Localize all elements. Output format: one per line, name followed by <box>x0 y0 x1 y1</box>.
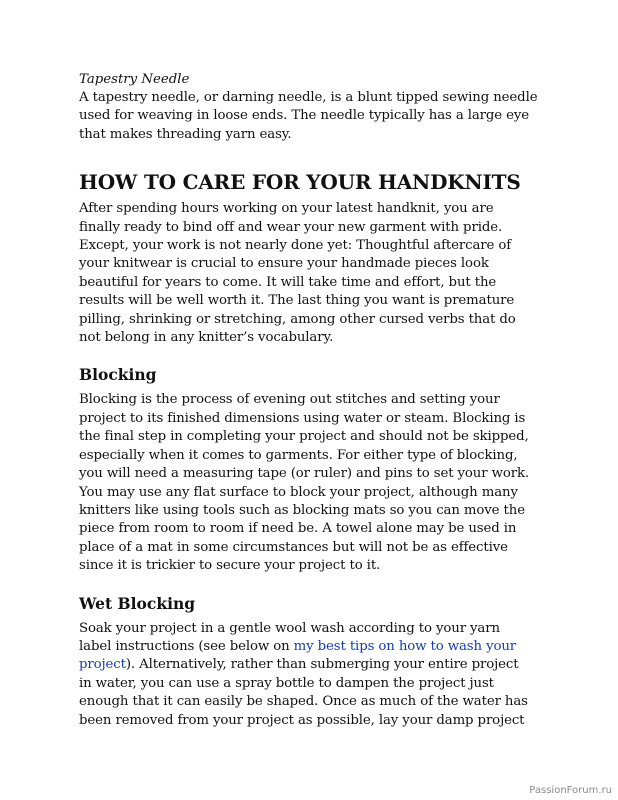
paragraph-line: piece from room to room if need be. A towel alone may be used in <box>79 521 517 537</box>
wet-blocking-heading: Wet Blocking <box>79 593 196 613</box>
site-watermark: PassionForum.ru <box>529 785 612 796</box>
wash-tips-link[interactable]: my best tips on how to wash your <box>293 638 517 654</box>
paragraph-line: not belong in any knitter’s vocabulary. <box>79 330 334 346</box>
care-heading: HOW TO CARE FOR YOUR HANDKNITS <box>79 170 521 195</box>
paragraph-line: Except, your work is not nearly done yet: Thoughtful aftercare of <box>79 238 512 254</box>
paragraph-line: project to its finished dimensions using water or steam. Blocking is <box>79 410 526 426</box>
paragraph-line: in water, you can use a spray bottle to dampen the project just <box>79 675 494 691</box>
paragraph-line: beautiful for years to come. It will take time and effort, but the <box>79 274 497 290</box>
paragraph-line: After spending hours working on your latest handknit, you are <box>79 201 494 217</box>
blocking-paragraph <box>79 391 549 575</box>
paragraph-line: enough that it can easily be shaped. Once as much of the water has <box>79 694 528 710</box>
wet-blocking-paragraph <box>79 620 549 730</box>
blocking-heading: Blocking <box>79 365 157 385</box>
paragraph-line: A tapestry needle, or darning needle, is a blunt tipped sewing needle <box>79 90 538 105</box>
paragraph-line: finally ready to bind off and wear your new garment with pride. <box>79 219 503 235</box>
tapestry-needle-title: Tapestry Needle <box>79 72 190 87</box>
line-text: ). Alternatively, rather than submerging your entire project <box>125 657 519 673</box>
paragraph-line: used for weaving in loose ends. The needle typically has a large eye <box>79 108 530 124</box>
paragraph-line: especially when it comes to garments. For either type of blocking, <box>79 447 518 463</box>
paragraph-line: results will be well worth it. The last thing you want is premature <box>79 293 515 309</box>
paragraph-line: pilling, shrinking or stretching, among other cursed verbs that do <box>79 311 516 327</box>
paragraph-line <box>79 656 549 674</box>
paragraph-line: knitters like using tools such as blocking mats so you can move the <box>79 502 525 518</box>
paragraph-line: You may use any flat surface to block your project, although many <box>79 484 518 500</box>
paragraph-line: place of a mat in some circumstances but will not be as effective <box>79 539 508 555</box>
paragraph-line: Blocking is the process of evening out stitches and setting your <box>79 392 500 408</box>
paragraph-line: that makes threading yarn easy. <box>79 126 292 142</box>
tapestry-needle-paragraph <box>79 89 549 144</box>
line-text: label instructions (see below on <box>79 638 294 654</box>
document-page <box>79 70 549 730</box>
paragraph-line: you will need a measuring tape (or ruler) and pins to set your work. <box>79 466 530 482</box>
paragraph-line: your knitwear is crucial to ensure your handmade pieces look <box>79 256 489 272</box>
paragraph-line: the final step in completing your project and should not be skipped, <box>79 429 529 445</box>
paragraph-line <box>79 638 549 656</box>
wash-tips-link-continued[interactable]: project <box>79 657 126 673</box>
paragraph-line: Soak your project in a gentle wool wash according to your yarn <box>79 620 500 636</box>
paragraph-line: been removed from your project as possible, lay your damp project <box>79 712 525 728</box>
paragraph-line: since it is trickier to secure your project to it. <box>79 558 381 574</box>
care-paragraph <box>79 200 549 347</box>
